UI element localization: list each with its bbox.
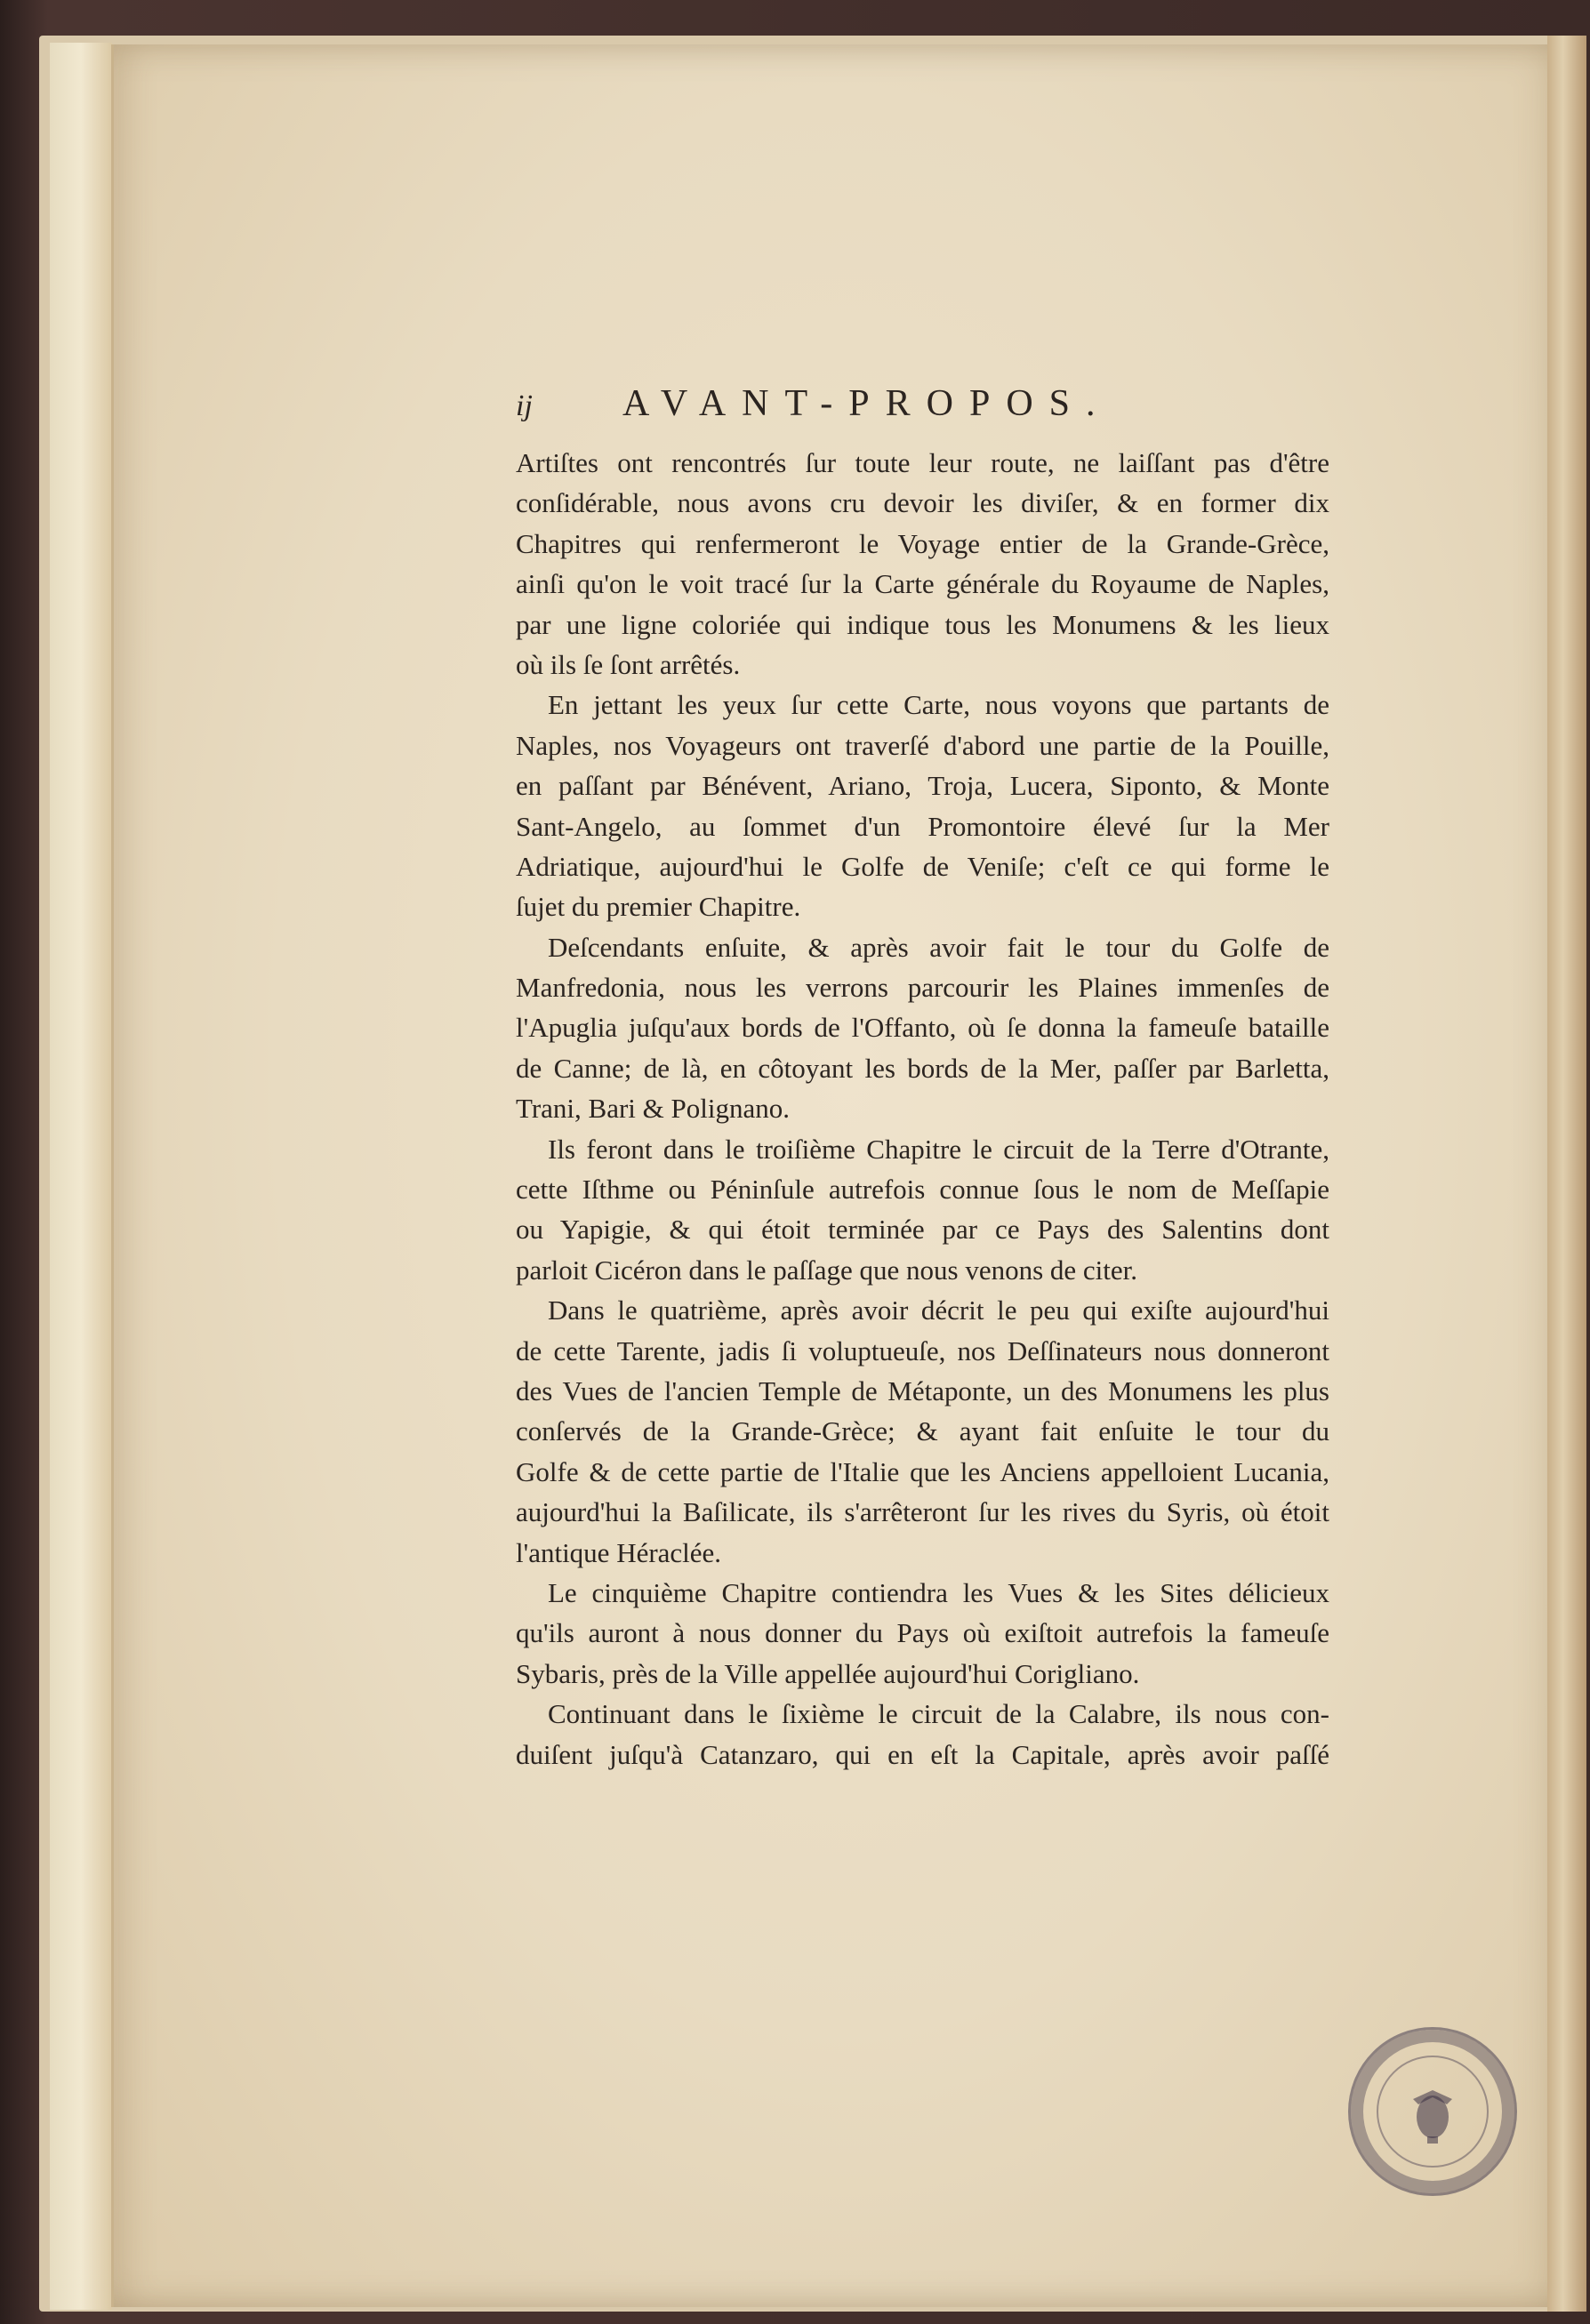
text-line: qu'ils auront à nous donner du Pays où exiſtoit autrefois la fameuſe — [516, 1617, 1329, 1649]
text-line: des Vues de l'ancien Temple de Métaponte, un des Monumens les plus — [516, 1374, 1329, 1406]
text-line: de cette Tarente, jadis ſi voluptueuſe, nos Deſſinateurs nous donneront — [516, 1334, 1329, 1366]
text-line: Golfe & de cette partie de l'Italie que les Anciens appelloient Lucania, — [516, 1455, 1329, 1487]
paragraph-4 — [516, 1129, 1329, 1291]
paragraph-7 — [516, 1694, 1329, 1775]
facing-page-edge — [50, 43, 112, 2310]
text-line: ou Yapigie, & qui étoit terminée par ce Pays des Salentins dont — [516, 1214, 1329, 1246]
text-line: Adriatique, aujourd'hui le Golfe de Veniſe; c'eſt ce qui forme le — [516, 850, 1329, 882]
paragraph-6 — [516, 1573, 1329, 1694]
paragraph-5 — [516, 1290, 1329, 1573]
next-page-edge — [1547, 36, 1586, 2312]
text-line: l'antique Héraclée. — [516, 1536, 722, 1568]
paragraph-2 — [516, 685, 1329, 926]
text-line: Trani, Bari & Polignano. — [516, 1093, 791, 1125]
text-line: conſervés de la Grande-Grèce; & ayant fait enſuite le tour du — [516, 1415, 1329, 1447]
text-line: ſujet du premier Chapitre. — [516, 891, 801, 923]
text-line: de Canne; de là, en côtoyant les bords de la Mer, paſſer par Barletta, — [516, 1052, 1329, 1084]
text-line: où ils ſe ſont arrêtés. — [516, 648, 741, 680]
text-line: Le cinquième Chapitre contiendra les Vues & les Sites délicieux — [548, 1576, 1329, 1608]
text-line: en paſſant par Bénévent, Ariano, Troja, Lucera, Siponto, & Monte — [516, 770, 1329, 802]
text-line: aujourd'hui la Baſilicate, ils s'arrêteront ſur les rives du Syris, où étoit — [516, 1496, 1329, 1528]
text-line: Sybaris, près de la Ville appellée aujourd'hui Corigliano. — [516, 1657, 1140, 1689]
text-line: conſidérable, nous avons cru devoir les diviſer, & en former dix — [516, 487, 1329, 519]
text-line: duiſent juſqu'à Catanzaro, qui en eſt la Capitale, après avoir paſſé — [516, 1738, 1329, 1770]
page-title: AVANT-PROPOS. — [622, 383, 1112, 424]
text-line: Naples, nos Voyageurs ont traverſé d'abord une partie de la Pouille, — [516, 729, 1329, 761]
text-line: Manfredonia, nous les verrons parcourir les Plaines immenſes de — [516, 972, 1329, 1004]
text-line: Chapitres qui renfermeront le Voyage entier de la Grande-Grèce, — [516, 527, 1329, 559]
text-line: parloit Cicéron dans le paſſage que nous venons de citer. — [516, 1254, 1138, 1286]
paragraph-3 — [516, 927, 1329, 1129]
paragraph-1 — [516, 443, 1329, 685]
text-line: Ils feront dans le troiſième Chapitre le circuit de la Terre d'Otrante, — [548, 1133, 1329, 1165]
text-line: En jettant les yeux ſur cette Carte, nous voyons que partants de — [548, 689, 1329, 721]
text-line: Deſcendants enſuite, & après avoir fait le tour du Golfe de — [548, 931, 1329, 963]
text-line: Artiſtes ont rencontrés ſur toute leur route, ne laiſſant pas d'être — [516, 447, 1329, 478]
text-line: Continuant dans le ſixième le circuit de la Calabre, ils nous con- — [548, 1698, 1329, 1730]
page-number: ij — [516, 389, 533, 422]
text-line: Sant-Angelo, au ſommet d'un Promontoire élevé ſur la Mer — [516, 810, 1329, 842]
text-line: ainſi qu'on le voit tracé ſur la Carte générale du Royaume de Naples, — [516, 568, 1329, 600]
library-stamp-icon — [1351, 2030, 1514, 2193]
text-line: cette Iſthme ou Péninſule autrefois connue ſous le nom de Meſſapie — [516, 1174, 1329, 1206]
running-header — [516, 382, 1329, 437]
page-text — [516, 382, 1329, 1775]
text-line: par une ligne coloriée qui indique tous les Monumens & les lieux — [516, 608, 1329, 640]
library-stamp — [1348, 2027, 1517, 2196]
text-line: Dans le quatrième, après avoir décrit le peu qui exiſte aujourd'hui — [548, 1294, 1329, 1326]
text-line: l'Apuglia juſqu'aux bords de l'Offanto, où ſe donna la fameuſe bataille — [516, 1012, 1329, 1044]
